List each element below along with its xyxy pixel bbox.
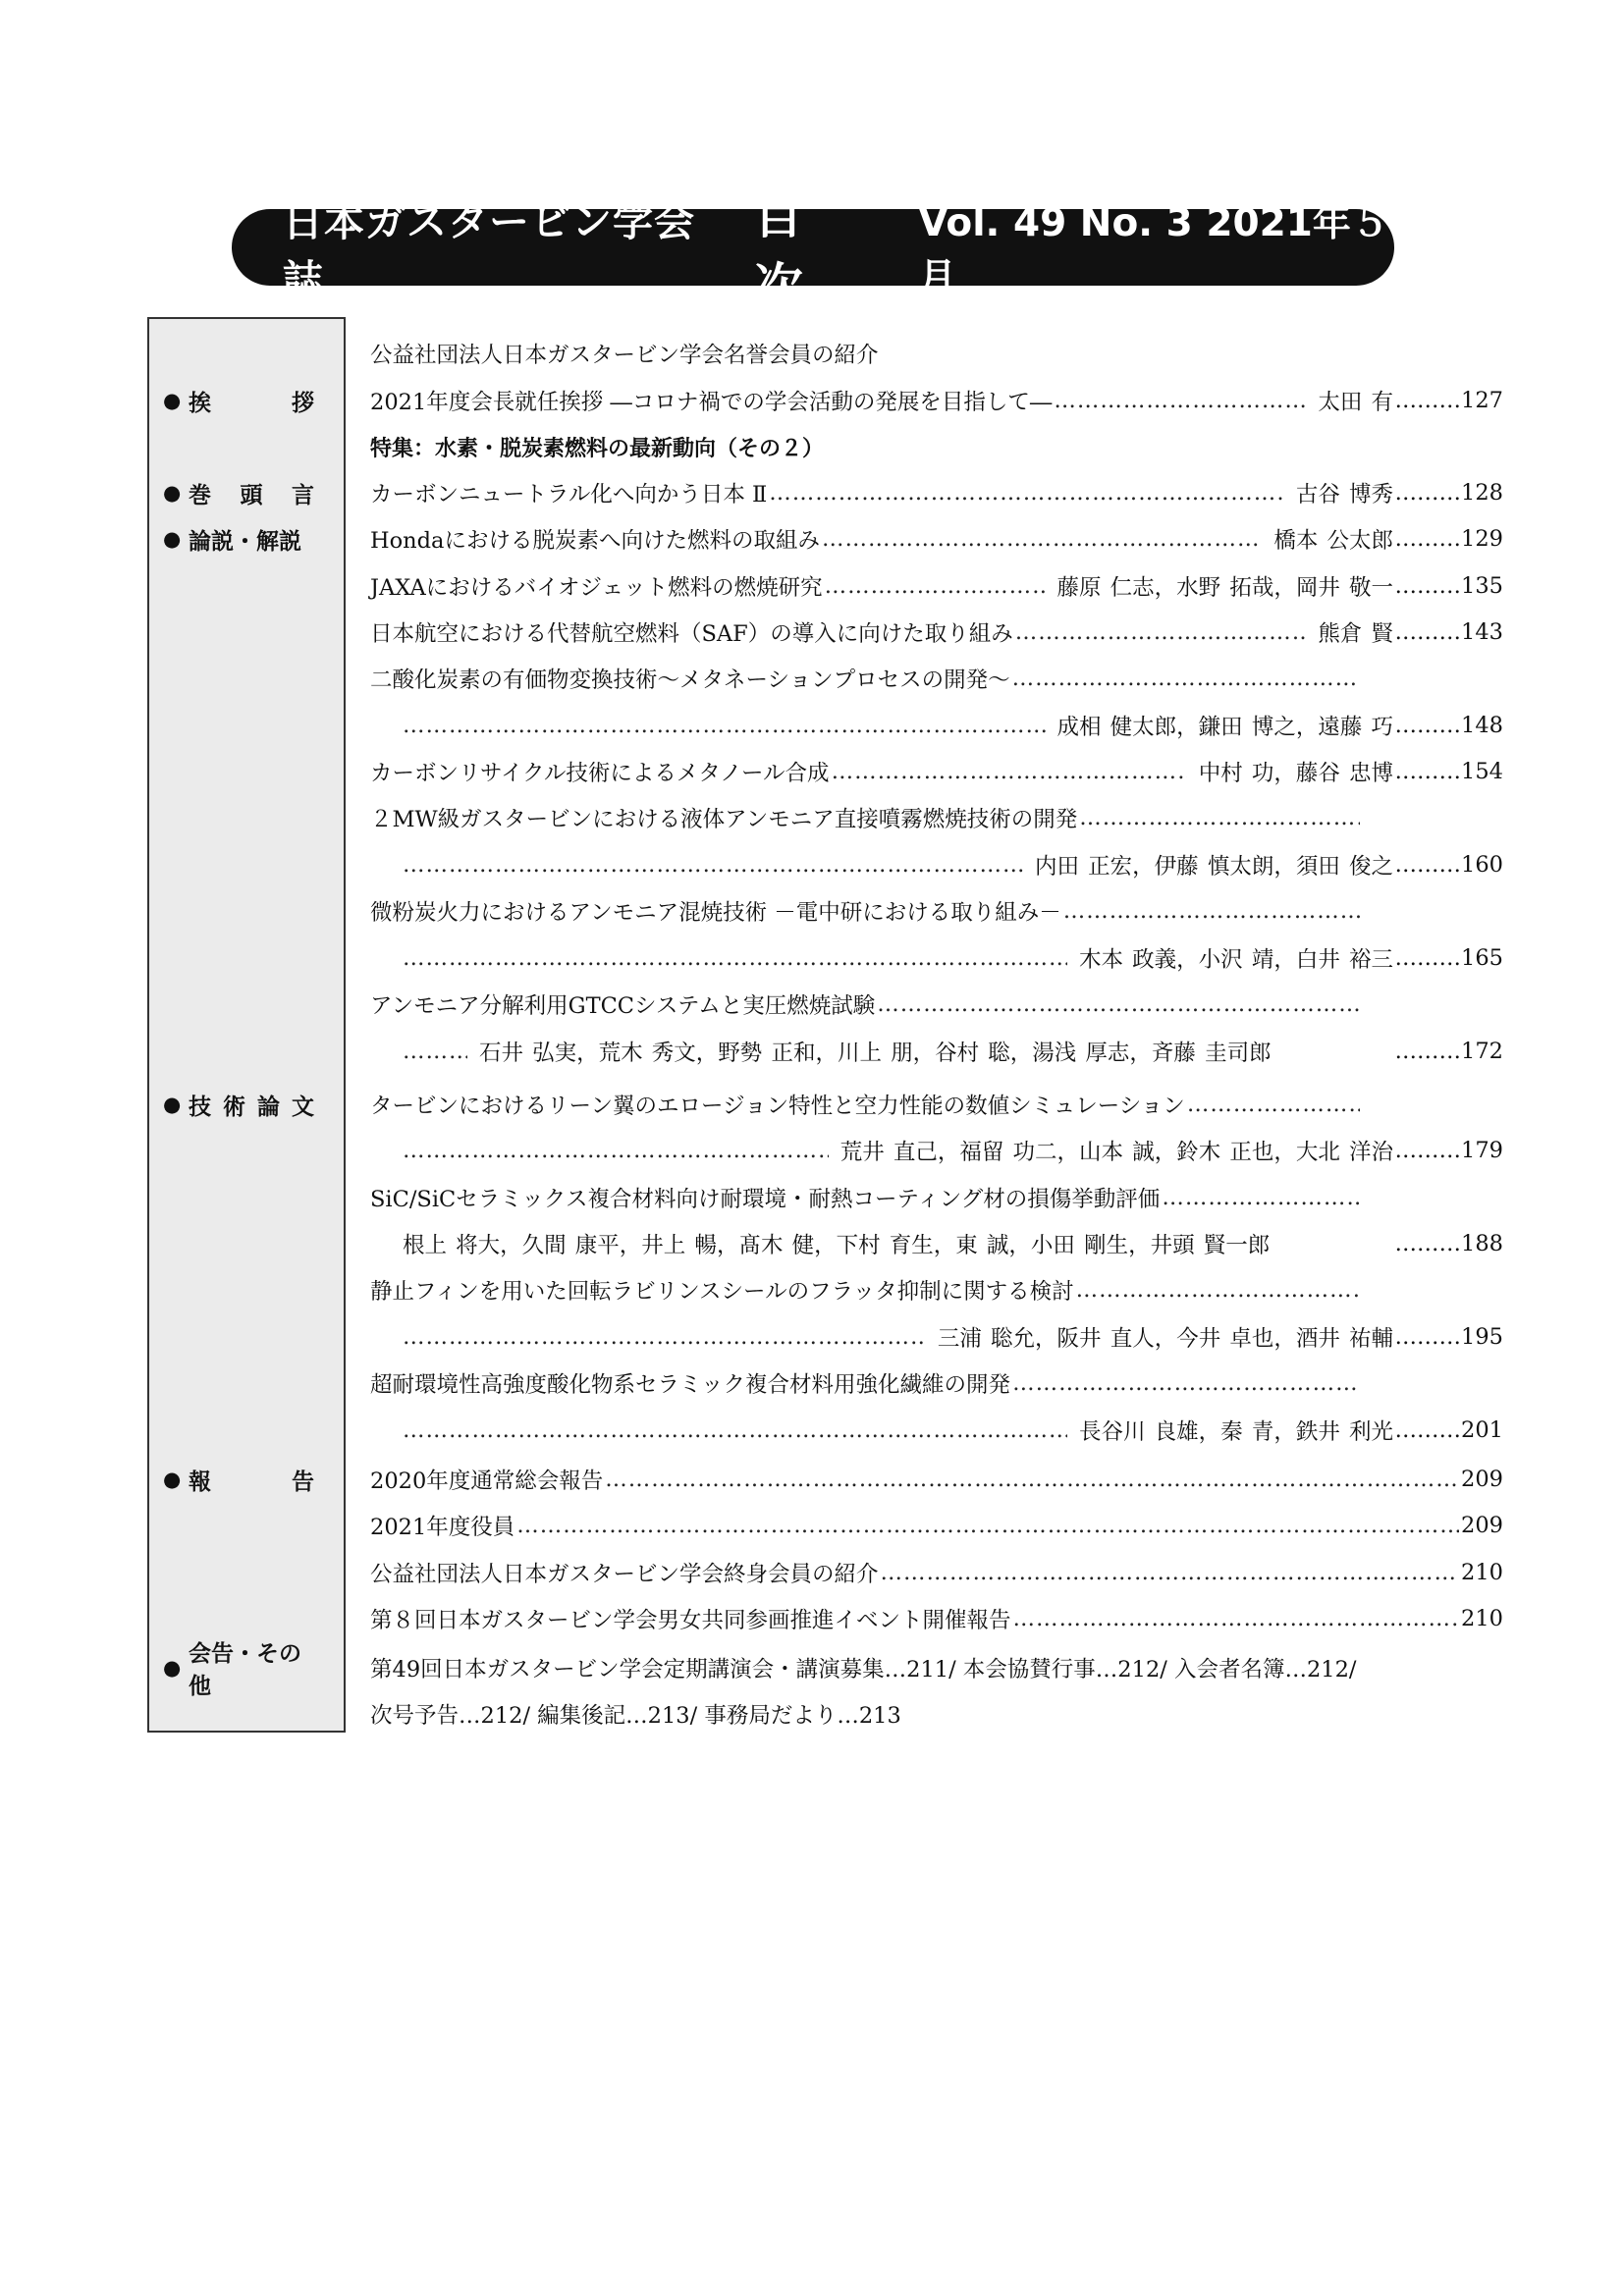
toc-entry [370, 1181, 1362, 1214]
toc-entry [370, 522, 1503, 556]
entry-authors: 古谷 博秀 [1295, 482, 1393, 507]
toc-entry [370, 1509, 1503, 1542]
toc-entry [370, 988, 1362, 1021]
toc-heading: 目次 [753, 187, 833, 315]
toc-entry-continuation [403, 848, 1503, 881]
toc-entry [370, 615, 1503, 649]
toc-entry [370, 1463, 1503, 1496]
entry-page: 209 [1461, 1513, 1503, 1538]
toc-entry-continuation [403, 1134, 1503, 1167]
dot-leader [1076, 1277, 1360, 1303]
toc-entry-continuation [403, 1320, 1503, 1354]
entry-authors: 木本 政義，小沢 靖，白井 裕三 [1079, 947, 1393, 973]
category-label: 挨 拶 [189, 390, 314, 416]
dot-leader [877, 991, 1360, 1017]
dot-leader [825, 573, 1046, 599]
entry-title: 2021年度役員 [370, 1515, 515, 1540]
dot-leader [403, 1039, 467, 1064]
dot-leader [822, 526, 1262, 552]
bullet-icon: ● [163, 1093, 182, 1116]
toc-entry-continuation [403, 1414, 1503, 1447]
entry-authors: 石井 弘実，荒木 秀文，野勢 正和，川上 朋，谷村 聡，湯浅 厚志，斉藤 圭司郎 [479, 1041, 1272, 1066]
entry-authors: 荒井 直己，福留 功二，山本 誠，鈴木 正也，大北 洋治 [839, 1140, 1393, 1165]
entry-authors: 成相 健太郎，鎌田 博之，遠藤 巧 [1056, 715, 1393, 740]
entry-authors: 三浦 聡允，阪井 直人，今井 卓也，酒井 祐輔 [937, 1326, 1393, 1352]
entry-page: 210 [1461, 1560, 1503, 1585]
entry-title: ２MW級ガスタービンにおける液体アンモニア直接噴霧燃焼技術の開発 [370, 807, 1078, 832]
entry-page: ……………… 143 [1393, 619, 1503, 645]
toc-entry [370, 384, 1503, 417]
entry-page: ……………… 127 [1393, 388, 1503, 413]
category-technical-paper [163, 1090, 314, 1119]
entry-page: ……………… 128 [1393, 480, 1503, 506]
bullet-icon: ● [163, 527, 182, 551]
entry-title: JAXAにおけるバイオジェット燃料の燃焼研究 [370, 575, 823, 601]
entry-page: ……………… 129 [1393, 526, 1503, 552]
category-review [163, 524, 314, 554]
entry-title: 公益社団法人日本ガスタービン学会名誉会員の紹介 [370, 343, 879, 368]
dot-leader [403, 713, 1046, 738]
bullet-icon: ● [163, 1468, 182, 1491]
entry-page: ……………… 160 [1393, 852, 1503, 878]
entry-title: Hondaにおける脱炭素へ向けた燃料の取組み [370, 528, 820, 554]
entry-title: 超耐環境性高強度酸化物系セラミック複合材料用強化繊維の開発 [370, 1372, 1011, 1398]
dot-leader [1012, 1370, 1360, 1396]
entry-authors: 太田 有 [1318, 390, 1393, 415]
category-foreword [163, 478, 314, 507]
toc-entry [370, 1602, 1503, 1635]
entry-page: ……………… 188 [1393, 1231, 1503, 1256]
dot-leader [1015, 619, 1307, 645]
bullet-icon: ● [163, 389, 182, 412]
dot-leader [1187, 1092, 1360, 1117]
toc-entry [370, 476, 1503, 509]
entry-authors: 根上 将大，久間 康平，井上 暢，髙木 健，下村 育生，東 誠，小田 剛生，井頭 賢一郎 [403, 1233, 1271, 1258]
dot-leader [1013, 1606, 1460, 1631]
entry-title: 第８回日本ガスタービン学会男女共同参画推進イベント開催報告 [370, 1608, 1011, 1633]
dot-leader [1079, 805, 1360, 830]
entry-title: 次号予告…212/ 編集後記…213/ 事務局だより…213 [370, 1703, 901, 1729]
dot-leader [605, 1467, 1459, 1492]
dot-leader [1063, 898, 1360, 924]
entry-page: ……………… 148 [1393, 713, 1503, 738]
entry-title: 特集：水素・脱炭素燃料の最新動向（その２） [370, 436, 825, 461]
toc-entry-continuation [403, 1035, 1503, 1068]
entry-title: 静止フィンを用いた回転ラビリンスシールのフラッタ抑制に関する検討 [370, 1279, 1074, 1305]
toc-entry [370, 1366, 1362, 1400]
toc-entry [370, 1556, 1503, 1589]
toc-entry [370, 1273, 1362, 1307]
dot-leader [403, 1138, 829, 1163]
category-notices [163, 1641, 314, 1699]
entry-title: タービンにおけるリーン翼のエロージョン特性と空力性能の数値シミュレーション [370, 1094, 1185, 1119]
entry-page: ……………… 201 [1393, 1417, 1503, 1443]
toc-entry [370, 894, 1362, 928]
bullet-icon: ● [163, 481, 182, 505]
entry-title: 2021年度会長就任挨拶 ―コロナ禍での学会活動の発展を目指して― [370, 390, 1053, 415]
category-label: 会告・その他 [189, 1641, 301, 1699]
dot-leader [403, 1417, 1067, 1443]
dot-leader [881, 1560, 1460, 1585]
entry-page: ……………… 154 [1393, 759, 1503, 784]
entry-title: 微粉炭火力におけるアンモニア混焼技術 －電中研における取り組み－ [370, 900, 1061, 926]
entry-page: ……………… 135 [1393, 573, 1503, 599]
entry-page: 209 [1461, 1467, 1503, 1492]
entry-title: 第49回日本ガスタービン学会定期講演会・講演募集…211/ 本会協賛行事…212/ 入会者名簿…212/ [370, 1657, 1357, 1682]
entry-authors: 内田 正宏，伊藤 慎太朗，須田 俊之 [1035, 854, 1393, 880]
dot-leader [403, 852, 1023, 878]
entry-page: ……………… 179 [1393, 1138, 1503, 1163]
entry-page: ……………… 172 [1393, 1039, 1503, 1064]
entry-title: アンモニア分解利用GTCCシステムと実圧燃焼試験 [370, 993, 876, 1019]
dot-leader [403, 1324, 926, 1350]
category-label: 技 術 論 文 [189, 1094, 314, 1120]
category-greeting [163, 386, 314, 415]
toc-entry [370, 1088, 1362, 1121]
dot-leader [1054, 388, 1306, 413]
toc-entry [370, 337, 1503, 370]
entry-title: 2020年度通常総会報告 [370, 1468, 604, 1494]
dot-leader [1162, 1185, 1360, 1210]
dot-leader [769, 480, 1284, 506]
toc-entry-continuation [403, 941, 1503, 975]
toc-entry [370, 1697, 1503, 1731]
entry-title: 公益社団法人日本ガスタービン学会終身会員の紹介 [370, 1562, 879, 1587]
category-label: 巻 頭 言 [189, 482, 314, 508]
dot-leader [832, 759, 1187, 784]
entry-authors: 中村 功，藤谷 忠博 [1198, 761, 1393, 786]
toc-entry [370, 1651, 1503, 1684]
special-feature-heading [370, 430, 1503, 463]
toc-entry [370, 801, 1362, 834]
toc-entry-continuation [403, 709, 1503, 742]
entry-title: SiC/SiCセラミックス複合材料向け耐環境・耐熱コーティング材の損傷挙動評価 [370, 1187, 1161, 1212]
dot-leader [1012, 666, 1360, 691]
entry-title: カーボンニュートラル化へ向かう日本 Ⅱ [370, 482, 768, 507]
toc-entry [370, 662, 1362, 695]
entry-page: 210 [1461, 1606, 1503, 1631]
volume-info: Vol. 49 No. 3 2021年５月 [918, 201, 1389, 300]
toc-entry-continuation [403, 1227, 1503, 1260]
title-bar [232, 187, 1394, 315]
entry-page: ……………… 195 [1393, 1324, 1503, 1350]
journal-name: 日本ガスタービン学会誌 [283, 198, 695, 303]
toc-entry [370, 755, 1503, 788]
entry-title: カーボンリサイクル技術によるメタノール合成 [370, 761, 830, 786]
entry-page: ……………… 165 [1393, 945, 1503, 971]
entry-authors: 橋本 公太郎 [1273, 528, 1393, 554]
entry-title: 日本航空における代替航空燃料（SAF）の導入に向けた取り組み [370, 621, 1013, 647]
category-label: 報 告 [189, 1468, 314, 1495]
category-report [163, 1465, 314, 1494]
category-label: 論説・解説 [189, 528, 301, 555]
entry-title: 二酸化炭素の有価物変換技術～メタネーションプロセスの開発～ [370, 667, 1010, 693]
entry-authors: 藤原 仁志，水野 拓哉，岡井 敬一 [1056, 575, 1393, 601]
dot-leader [403, 945, 1067, 971]
toc-entry [370, 569, 1503, 603]
bullet-icon: ● [163, 1656, 182, 1680]
entry-authors: 長谷川 良雄，秦 青，鉄井 利光 [1079, 1419, 1393, 1445]
entry-authors: 熊倉 賢 [1318, 621, 1393, 647]
dot-leader [516, 1513, 1459, 1538]
